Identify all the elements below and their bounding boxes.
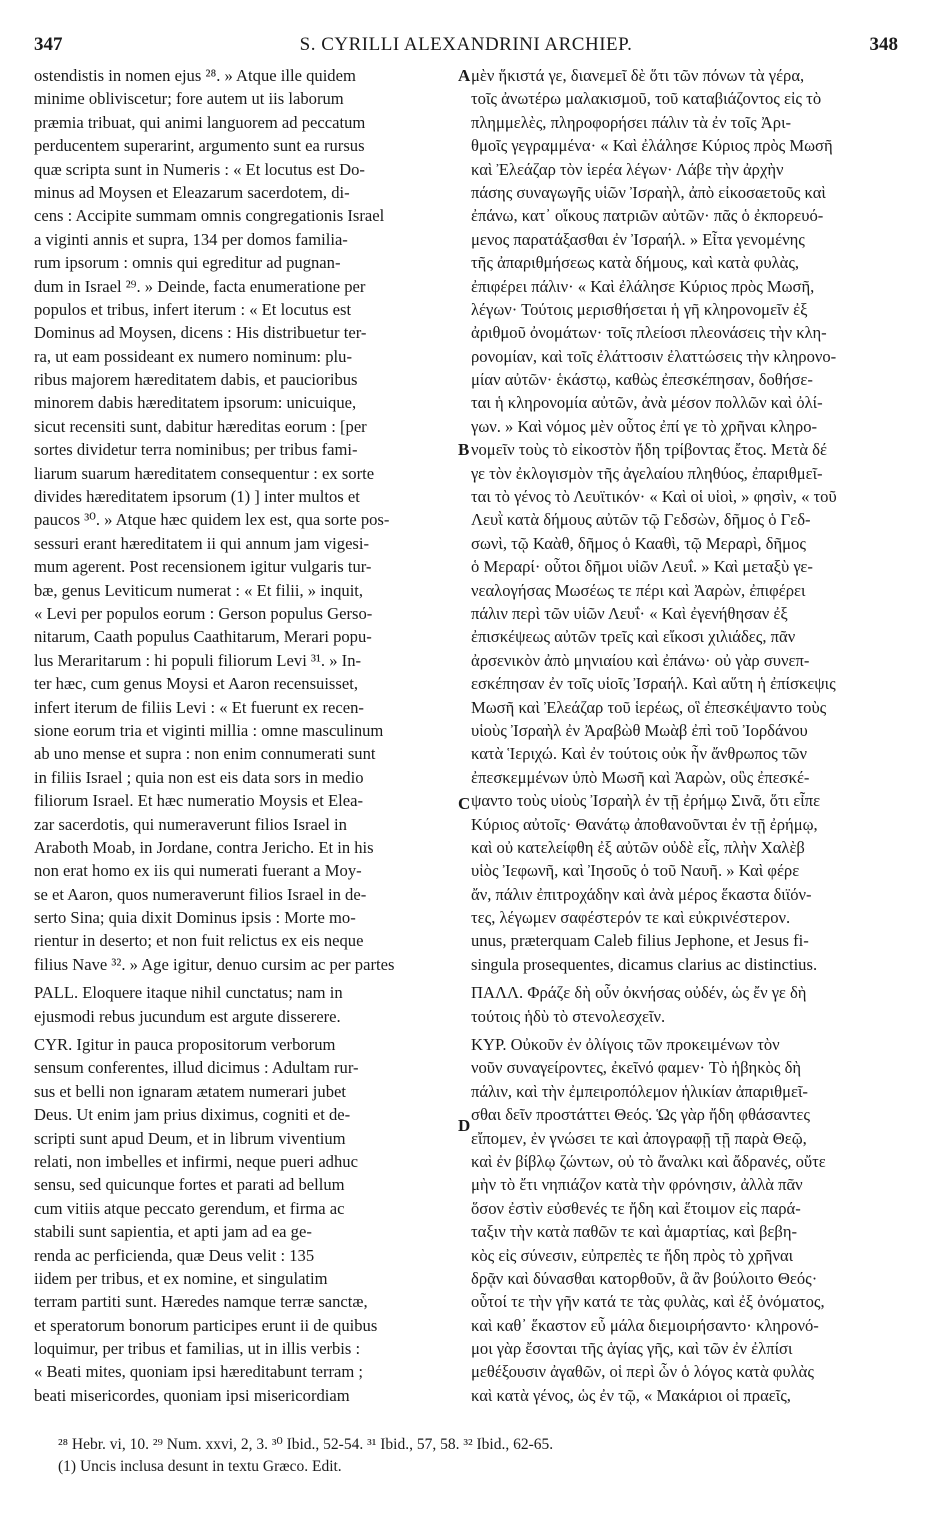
margin-letter-c: C xyxy=(458,794,471,813)
greek-cyr-line: εἴπομεν, ἐν γνώσει τε καὶ ἀπογραφῇ τῇ παρὰ Θεῷ, xyxy=(471,1128,807,1148)
greek-text-line: ἄν, πάλιν ἐπιτροχάδην καὶ ἀνὰ μέρος ἕκαστα διϊόν- xyxy=(471,884,812,904)
greek-pall-paragraph xyxy=(471,981,899,1028)
latin-text-line: sicut recensiti sunt, dabitur hæreditas eorum : [per xyxy=(34,416,367,436)
latin-cyr-paragraph xyxy=(34,1033,458,1407)
latin-text-line: rientur in deserto; et non fuit relictus ex eis neque xyxy=(34,931,364,951)
greek-text-line: ται τὸ γένος τὸ Λευϊτικόν· « Καὶ οἱ υἱοὶ, » φησὶν, « τοῦ xyxy=(471,487,837,507)
greek-cyr-line: δρᾷν καὶ δύνασθαι κατορθοῦν, ἃ ἂν βούλοιτο Θεός· xyxy=(471,1268,818,1288)
latin-text-line: minime obliviscetur; fore autem ut iis laborum xyxy=(34,89,344,109)
latin-cyr-line: relati, non imbelles et infirmi, neque pueri adhuc xyxy=(34,1151,358,1171)
page-number-left: 347 xyxy=(34,34,63,55)
greek-text-line: ἐπισκέψεως αὐτῶν τρεῖς καὶ εἴκοσι χιλιάδες, πᾶν xyxy=(471,627,796,647)
latin-text-line: se et Aaron, quos numeraverunt filios Israel in de- xyxy=(34,884,367,904)
latin-text-line: divides hæreditatem ipsorum (1) ] inter multos et xyxy=(34,487,360,507)
latin-cyr-line: sensum conferentes, illud dicimus : Adultam rur- xyxy=(34,1058,359,1078)
margin-letter-b: B xyxy=(458,440,470,459)
greek-text-line: μίαν αὐτῶν· ἑκάστῳ, καθὼς ἐπεσκέπησαν, δοθήσε- xyxy=(471,370,813,390)
footnote-references: ²⁸ Hebr. vi, 10. ²⁹ Num. xxvi, 2, 3. ³⁰ Ibid., 52-54. ³¹ Ibid., 57, 58. ³² Ibid., 62-65. xyxy=(58,1436,554,1453)
greek-text-line: Κύριος αὐτοῖς· Θανάτῳ ἀποθανοῦνται ἐν τῇ ἐρήμῳ, xyxy=(471,814,818,834)
greek-cyr-line: πάλιν, καὶ τὴν ἐμπειροπόλεμον ἡλικίαν ἀπαριθμεῖ- xyxy=(471,1081,808,1101)
latin-text-line: cens : Accipite summam omnis congregationis Israel xyxy=(34,206,385,226)
latin-text-line: non erat homo ex iis qui numerati fuerant a Moy- xyxy=(34,861,362,881)
greek-text-line: τες, λέγωμεν σαφέστερόν τε καὶ εὐκρινέστερον. xyxy=(471,908,791,928)
greek-text-line: πλημμελὲς, πληροφορήσει πάλιν τὰ ἐν τοῖς Ἀρι- xyxy=(471,112,792,132)
latin-text-line: ribus majorem hæreditatem dabis, et paucioribus xyxy=(34,370,358,390)
latin-text-line: lus Meraritarum : hi populi filiorum Levi ³¹. » In- xyxy=(34,650,362,670)
latin-text-line: ra, ut eam possideant ex numero nominum: plu- xyxy=(34,346,352,366)
greek-text-line: Λευῒ κατὰ δήμους αὐτῶν τῷ Γεδσὼν, δῆμος ὁ Γεδ- xyxy=(471,510,811,530)
greek-cyr-line: καὶ καθ᾽ ἕκαστον εὖ μάλα διεμοιρήσαντο· κληρονό- xyxy=(471,1315,819,1335)
greek-text-line: Μωσῆ καὶ Ἐλεάζαρ τοῦ ἱερέως, οἳ ἐπεσκέψαντο τοὺς xyxy=(471,697,827,717)
greek-text-line: καὶ Ἐλεάζαρ τὸν ἱερέα λέγων· Λάβε τὴν ἀρχὴν xyxy=(471,159,784,179)
margin-letter-a: A xyxy=(458,66,471,85)
latin-cyr-line: cum vitiis atque peccato gerendum, et firma ac xyxy=(34,1198,345,1218)
latin-cyr-line: renda ac perficienda, quæ Deus velit : 135 xyxy=(34,1245,315,1265)
greek-cyr-line: σθαι δεῖν προστάττει Θεός. Ὡς γὰρ ἤδη φθάσαντες xyxy=(471,1105,810,1125)
greek-cyr-line: ταξιν τὴν κατὰ παθῶν τε καὶ ἁμαρτίας, καὶ βεβη- xyxy=(471,1222,798,1242)
greek-text-line: ἐπεσκεμμένων ὑπὸ Μωσῆ καὶ Ἀαρὼν, οὓς ἐπεσκέ- xyxy=(471,767,810,787)
greek-cyr-line: ΚΥΡ. Οὐκοῦν ἐν ὀλίγοις τῶν προκειμένων τὸν xyxy=(471,1035,780,1055)
greek-cyr-line: κὸς εἰς σύνεσιν, εὐπρεπὲς τε ἤδη πρὸς τὸ χρῆναι xyxy=(471,1245,794,1265)
latin-text-line: zar sacerdotis, qui numeraverunt filios Israel in xyxy=(34,814,347,834)
latin-cyr-line: loquimur, per tribus et familias, ut in illis verbis : xyxy=(34,1339,361,1359)
greek-column-latin-tail xyxy=(471,929,899,976)
greek-text-line: νεαλογήσας Μωσέως τε πέρι καὶ Ἀαρὼν, ἐπιφέρει xyxy=(471,580,806,600)
latin-text-line: « Levi per populos eorum : Gerson populus Gerso- xyxy=(34,603,373,623)
greek-text-line: θμοῖς γεγραμμένα· « Καὶ ἐλάλησε Κύριος πρὸς Μωσῆ xyxy=(471,136,833,156)
greek-column xyxy=(471,64,899,1407)
page-number-right: 348 xyxy=(869,34,898,55)
greek-text-line: ἐπιφέρει πάλιν· « Καὶ ἐλάλησε Κύριος πρὸς Μωσῆ, xyxy=(471,276,815,296)
latin-text-line: ab uno mense et supra : non enim connumerati sunt xyxy=(34,744,376,764)
latin-text-line: præmia tribuat, qui animi languorem ad peccatum xyxy=(34,112,366,132)
greek-cyr-line: μοι γὰρ ἔσονται τῆς ἁγίας γῆς, καὶ τῶν ἐν ἐλπίσι xyxy=(471,1339,793,1359)
latin-text-line: minus ad Moysen et Eleazarum sacerdotem, di- xyxy=(34,182,350,202)
latin-text-line: a viginti annis et supra, 134 per domos familia- xyxy=(34,229,348,249)
greek-cyr-line: ὅσον ἐστὶν εὐσθενές τε ἤδη καὶ ἕτοιμον εἰς παρά- xyxy=(471,1198,801,1218)
greek-text-line: μενος παρατάξασθαι ἐν Ἰσραήλ. » Εἶτα γενομένης xyxy=(471,229,805,249)
latin-text-line: Dominus ad Moysen, dicens : His distribuetur ter- xyxy=(34,323,367,343)
footnote-editorial-note: (1) Uncis inclusa desunt in textu Græco. Edit. xyxy=(58,1458,342,1475)
latin-cyr-line: scripti sunt apud Deum, et in librum viventium xyxy=(34,1128,346,1148)
latin-text-line: sortes dividetur terra nominibus; per tribus fami- xyxy=(34,440,358,460)
greek-text-line: υἱοὺς Ἰσραὴλ ἐν Ἀραβὼθ Μωὰβ ἐπὶ τοῦ Ἰορδάνου xyxy=(471,720,808,740)
greek-text-line: σωνὶ, τῷ Καὰθ, δῆμος ὁ Κααθὶ, τῷ Μεραρὶ, δῆμος xyxy=(471,533,806,553)
latin-text-line: dum in Israel ²⁹. » Deinde, facta enumeratione per xyxy=(34,276,366,296)
greek-text-line: κατὰ Ἱεριχώ. Καὶ ἐν τούτοις οὐκ ἦν ἄνθρωπος τῶν xyxy=(471,744,807,764)
latin-text-line: in filiis Israel ; quia non est eis data sors in medio xyxy=(34,767,364,787)
greek-text-line: τοῖς ἀνωτέρω μαλακισμοῦ, τοῦ καταβιάζοντος εἰς τὸ xyxy=(471,89,822,109)
latin-continuation-line: unus, præterquam Caleb filius Jephone, et Jesus fi- xyxy=(471,931,809,951)
latin-cyr-line: stabili sunt sapientia, et apti jam ad ea ge- xyxy=(34,1222,312,1242)
greek-text-line: νομεῖν τοὺς τὸ εἰκοστὸν ἤδη τρίβοντας ἔτος. Μετὰ δέ xyxy=(471,440,827,460)
latin-main-text xyxy=(34,64,458,976)
latin-text-line: rum ipsorum : omnis qui egreditur ad pugnan- xyxy=(34,253,341,273)
latin-text-line: ostendistis in nomen ejus ²⁸. » Atque ille quidem xyxy=(34,66,356,85)
greek-text-line: καὶ οὐ κατελείφθη ἐξ αὐτῶν οὐδὲ εἷς, πλὴν Χαλὲβ xyxy=(471,837,805,857)
margin-letter-d: D xyxy=(458,1116,471,1135)
greek-text-line: υἱὸς Ἰεφωνῆ, καὶ Ἰησοῦς ὁ τοῦ Ναυῆ. » Καὶ φέρε xyxy=(471,861,800,881)
latin-cyr-line: « Beati mites, quoniam ipsi hæreditabunt terram ; xyxy=(34,1362,364,1382)
greek-text-line: λέγων· Τούτοις μερισθήσεται ἡ γῆ κληρονομεῖν ἐξ xyxy=(471,299,808,319)
latin-cyr-line: et speratorum bonorum participes erunt ii de quibus xyxy=(34,1315,378,1335)
greek-text-line: γε τὸν ἐκλογισμὸν τῆς ἀγελαίου πληθύος, ἐπαριθμεῖ- xyxy=(471,463,823,483)
latin-text-line: sessuri erant hæreditatem ii qui annum jam vigesi- xyxy=(34,533,370,553)
greek-cyr-line: νοῦν συναγείροντες, ἐκεῖνό φαμεν· Τὸ ἡβηκὸς δὴ xyxy=(471,1058,802,1078)
latin-cyr-line: CYR. Igitur in pauca propositorum verborum xyxy=(34,1035,336,1055)
greek-text-line: τῆς ἀπαριθμήσεως κατὰ δήμους, καὶ κατὰ φυλὰς, xyxy=(471,253,800,273)
greek-cyr-line: μὴν τὸ ἔτι νηπιάζον κατὰ τὴν φρόνησιν, ἀλλὰ πᾶν xyxy=(471,1175,803,1195)
latin-text-line: serto Sina; quia dixit Dominus ipsis : Morte mo- xyxy=(34,908,356,928)
latin-cyr-line: beati misericordes, quoniam ipsi misericordiam xyxy=(34,1385,350,1405)
greek-text-line: ὁ Μεραρί· οὗτοι δῆμοι υἱῶν Λευΐ. » Καὶ μεταξὺ γε- xyxy=(471,557,813,577)
latin-cyr-line: iidem per tribus, et ex nomine, et singulatim xyxy=(34,1268,328,1288)
greek-cyr-line: καὶ ἐν βίβλῳ ζώντων, οὐ τὸ ἄναλκι καὶ ἄδρανές, οὔτε xyxy=(471,1151,826,1171)
greek-cyr-line: μεθέξουσιν ἀγαθῶν, οἱ περὶ ὧν ὁ λόγος κατὰ φυλὰς xyxy=(471,1362,814,1382)
latin-text-line: infert iterum de filiis Levi : « Et fuerunt ex recen- xyxy=(34,697,364,717)
latin-text-line: Araboth Moab, in Jordane, contra Jericho. Et in his xyxy=(34,837,374,857)
greek-text-line: εσκέπησαν ἐν τοῖς υἱοῖς Ἰσραήλ. Καὶ αὕτη ἡ ἐπίσκεψις xyxy=(471,674,836,694)
latin-text-line: mum agerent. Post recensionem igitur vulgaris tur- xyxy=(34,557,372,577)
latin-text-line: quæ scripta sunt in Numeris : « Et locutus est Do- xyxy=(34,159,365,179)
greek-text-line: ἐπάνω, κατ᾽ οἴκους πατριῶν αὐτῶν· πᾶς ὁ ἐκπορευό- xyxy=(471,206,824,226)
greek-cyr-paragraph xyxy=(471,1033,899,1407)
greek-main-text xyxy=(471,64,899,929)
latin-cyr-line: sus et belli non ignaram ætatem numerari jubet xyxy=(34,1081,346,1101)
greek-cyr-line: οὗτοί τε τὴν γῆν κατά τε τὰς φυλὰς, καὶ ἐξ ὀνόματος, xyxy=(471,1292,825,1312)
running-title: S. CYRILLI ALEXANDRINI ARCHIEP. xyxy=(299,34,633,55)
latin-pall-line: PALL. Eloquere itaque nihil cunctatus; nam in xyxy=(34,983,343,1003)
greek-text-line: πάσης συναγωγῆς υἱῶν Ἰσραὴλ, ἀπὸ εἰκοσαετοῦς καὶ xyxy=(471,182,826,202)
latin-text-line: minorem dabis hæreditatem ipsorum: unicuique, xyxy=(34,393,357,413)
latin-text-line: bæ, genus Leviticum numerat : « Et filii, » inquit, xyxy=(34,580,364,600)
greek-text-line: πάλιν περὶ τῶν υἱῶν Λευΐ· « Καὶ ἐγενήθησαν ἐξ xyxy=(471,603,788,623)
greek-cyr-line: καὶ κατὰ γένος, ὡς ἐν τῷ, « Μακάριοι οἱ πραεῖς, xyxy=(471,1385,791,1405)
latin-pall-paragraph xyxy=(34,981,458,1028)
latin-text-line: filius Nave ³². » Age igitur, denuo cursim ac per partes xyxy=(34,954,395,974)
latin-cyr-line: Deus. Ut enim jam prius diximus, cogniti et de- xyxy=(34,1105,351,1125)
greek-text-line: ρονομίαν, καὶ τοῖς ἐλάττοσιν ἐλαττώσεις τὴν κληρονο- xyxy=(471,346,837,366)
latin-pall-line: ejusmodi rebus jucundum est argute disserere. xyxy=(34,1006,341,1026)
greek-pall-line: τούτοις ἡδὺ τὸ στενολεσχεῖν. xyxy=(471,1006,666,1026)
latin-cyr-line: sensu, sed quicunque fortes et parati ad bellum xyxy=(34,1175,345,1195)
latin-text-line: nitarum, Caath populus Caathitarum, Merari popu- xyxy=(34,627,372,647)
greek-text-line: γων. » Καὶ νόμος μὲν οὗτος ἐπί γε τὸ χρῆναι κληρο- xyxy=(471,416,818,436)
latin-text-line: paucos ³⁰. » Atque hæc quidem lex est, qua sorte pos- xyxy=(34,510,390,530)
greek-pall-line: ΠΑΛΛ. Φράζε δὴ οὖν ὀκνήσας οὐδέν, ὡς ἔν γε δὴ xyxy=(471,983,807,1003)
page-header xyxy=(34,34,898,62)
latin-text-line: ter hæc, cum genus Moysi et Aaron recensuisset, xyxy=(34,674,358,694)
latin-text-line: populos et tribus, infert iterum : « Et locutus est xyxy=(34,299,352,319)
latin-continuation-line: singula prosequentes, dicamus clarius ac distinctius. xyxy=(471,954,818,974)
latin-column xyxy=(34,64,458,1407)
greek-text-line: ται ἡ κληρονομία αὐτῶν, ἀνὰ μέσον πολλῶν καὶ ὀλί- xyxy=(471,393,823,413)
footnotes xyxy=(58,1434,898,1478)
greek-text-line: ἀρσενικὸν ἀπὸ μηνιαίου καὶ ἐπάνω· οὐ γὰρ συνεπ- xyxy=(471,650,810,670)
latin-text-line: sione eorum tria et viginti millia : omne masculinum xyxy=(34,720,384,740)
latin-cyr-line: terram partiti sunt. Hæredes namque terræ sanctæ, xyxy=(34,1292,368,1312)
latin-text-line: filiorum Israel. Et hæc numeratio Moysis et Elea- xyxy=(34,791,364,811)
greek-text-line: ψαντο τοὺς υἱοὺς Ἰσραὴλ ἐν τῇ ἐρήμῳ Σινᾶ, ὅτι εἶπε xyxy=(471,791,821,811)
greek-text-line: ἀριθμοῦ ὀνομάτων· τοῖς πλείοσι πλεονάσεις τὴν κλη- xyxy=(471,323,827,343)
latin-text-line: perducentem superarint, argumento sunt ea rursus xyxy=(34,136,365,156)
greek-text-line: μὲν ἥκιστά γε, διανεμεῖ δὲ ὅτι τῶν πόνων τὰ γέρα, xyxy=(471,66,805,85)
latin-text-line: liarum suarum hæreditatem consequentur : ex sorte xyxy=(34,463,375,483)
